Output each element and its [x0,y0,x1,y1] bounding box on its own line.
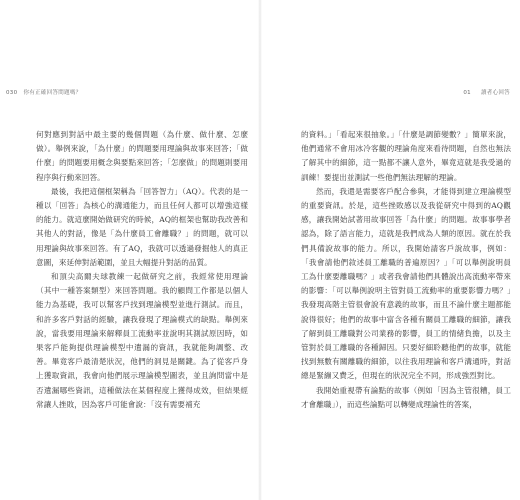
paragraph: 和頂尖高爾夫球教練一起做研究之前，我經常使用理論（其中一種答案類型）來回答問題。我的顧問工作都是以個人能力為基礎，我可以幫客戶找到理論模型並進行測試。而且，和許多客戶對話的經驗，讓我發現了理論模式的缺點。舉例來說，當我要用理論來解釋員工流動率並說明其測試原因時，如果客戶能夠提供理論模型中遺漏的資訊，我就能夠調整、改善。畢竟客戶最清楚狀況，他們的洞見是關鍵。為了從客戶身上獲取資訊，我會向他們展示理論模型圖表，並且詢問當中是否遺漏哪些資訊，這種做法在某個程度上獲得成效，但結果經常讓人挫敗，因為客戶可能會說：「沒有需要補充 [36,272,248,409]
paragraph: 然而，我還是需要客戶配合參與，才能得到建立理論模型的重要資訊。於是，這些挫敗感以及我從研究中得到的AQ觀感，讓我開始試著用故事回答「為什麼」的問題。故事事學者認為，除了語言能力，這就是我們成為人類的原因。就在於我們具備說故事的能力。所以，我開始請客戶說故事，例如：「我會請他們敘述員工離職的普遍原因？」「可以舉例說明員工為什麼要離職嗎？」或者我會請他們具體說出高流動率帶來的影響：「可以舉例說明主管對員工流動率的重要影響力嗎？」我發現高階主管很會說有意義的故事，而且不論什麼主題都能說得很好；他們的故事中富含各種有關員工離職的細節，讓我了解到員工離職對公司業務的影響，員工的情緒負擔，以及主管對於員工離職的各種歸因。只要好細聆聽他們的故事，就能找到無數有關離職的細節，以往我用理論和客戶溝通時，對話總是緊繃又費乏，但現在的狀況完全不同，形成強烈對比。 [301,186,511,381]
left-page [0,0,259,500]
left-page-number: 030 [6,90,18,96]
right-running-header [463,88,510,96]
right-running-title: 讀者心回答 [480,90,510,96]
right-page [261,0,520,500]
paragraph: 的資料。」「看起來很抽象。」「什麼是調節變數？」簡單來說，他們通常不會用冰冷客觀的理論角度來看待問題，自然也無法了解其中的細節，這一點都不讓人意外，畢竟這就是我受過的訓練！要提出並測試一些他們無法理解的理論。 [301,130,511,182]
right-page-number: 01 [463,90,471,96]
paragraph: 何對應到對話中最主要的幾個問題（為什麼、做什麼、怎麼做）。舉例來說，「為什麼」的問題要用理論與故事來回答；「做什麼」的問題要用概念與要點來回答；「怎麼做」的問題則要用程序與行動來回答。 [36,130,248,182]
left-running-header [6,88,81,96]
paragraph: 我開始重視帶有論點的故事（例如「因為主管很糟，員工才會離職」），而這些論點可以轉變成理論性的答案， [301,385,511,409]
right-body-text [301,128,511,412]
paragraph: 最後，我把這個框架稱為「回答智力」（AQ）。代表的是一種以「回答」為核心的溝通能力，而且任何人都可以增強這樣的能力。就這麼開始做研究的時候，AQ的框架也幫助我改善和其他人的對話，像是「為什麼員工會離職？」的問題，就可以用理論與故事來回答。有了AQ，我就可以透過發掘他人的真正意圖，來延伸對話範圍，並且大幅提升對話的品質。 [36,186,248,267]
left-body-text [36,128,248,412]
left-running-title: 你有正確回答問題嗎？ [23,90,82,96]
